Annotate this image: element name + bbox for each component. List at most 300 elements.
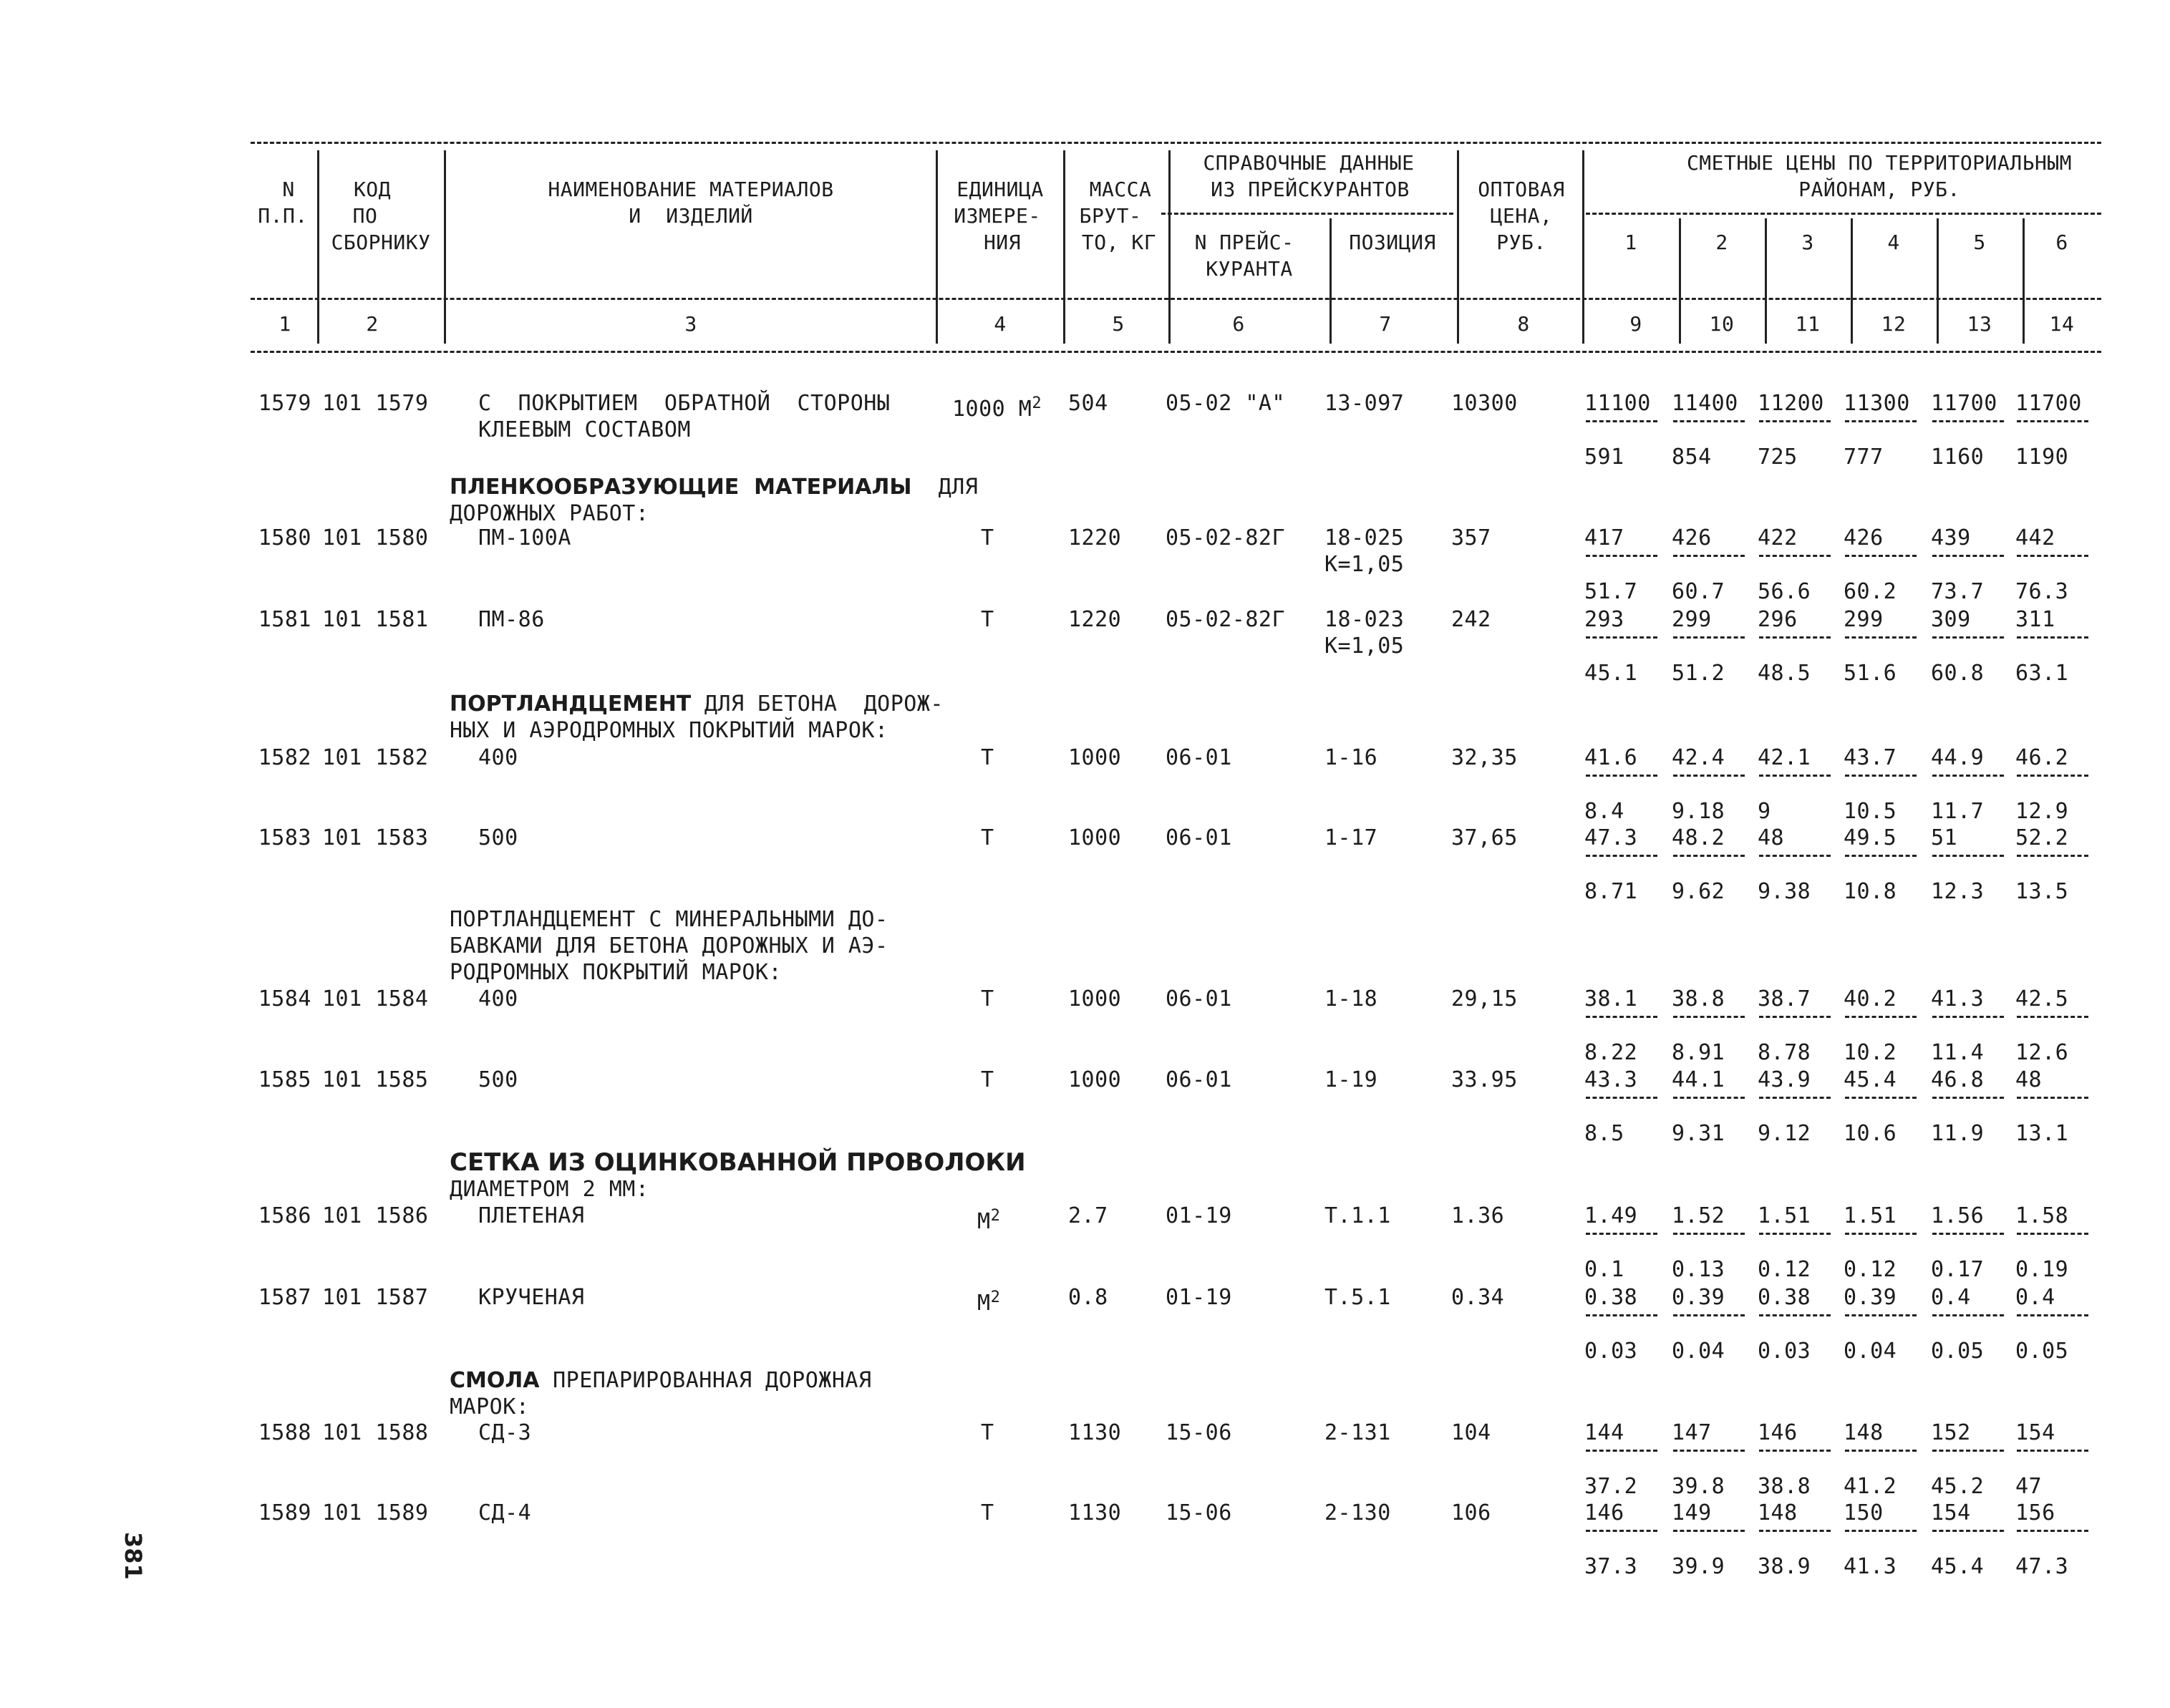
column-number: 13 xyxy=(1967,312,1992,336)
row-pricelist: 05-02 "А" xyxy=(1166,391,1286,416)
fraction-bar xyxy=(1759,855,1831,857)
row-code: 101 1584 xyxy=(322,986,429,1011)
region-labor-cost: 11.7 xyxy=(1931,799,1985,824)
header-col-mass: БРУТ- xyxy=(1079,204,1142,228)
region-labor-cost: 777 xyxy=(1844,445,1884,470)
fraction-bar xyxy=(1586,1016,1657,1018)
fraction-bar xyxy=(1586,1233,1657,1235)
row-name: 500 xyxy=(478,825,518,850)
region-labor-cost: 10.6 xyxy=(1844,1121,1897,1146)
region-labor-cost: 38.9 xyxy=(1758,1554,1811,1579)
row-name: СД-4 xyxy=(478,1500,532,1525)
row-unit: Т xyxy=(981,745,994,770)
region-price: 40.2 xyxy=(1844,986,1897,1011)
header-ref-group: СПРАВОЧНЫЕ ДАННЫЕ xyxy=(1203,151,1415,175)
section-heading-rest: ПРЕПАРИРОВАННАЯ ДОРОЖНАЯ xyxy=(539,1368,872,1393)
header-ref-group: ИЗ ПРЕЙСКУРАНТОВ xyxy=(1211,178,1410,201)
region-price: 1.51 xyxy=(1844,1203,1897,1228)
region-price: 156 xyxy=(2015,1500,2055,1525)
column-number: 6 xyxy=(1232,312,1245,336)
region-price: 1.51 xyxy=(1758,1203,1811,1228)
region-labor-cost: 41.2 xyxy=(1844,1474,1897,1499)
region-labor-cost: 10.8 xyxy=(1844,879,1897,904)
region-price: 0.39 xyxy=(1844,1285,1897,1310)
region-price: 1.56 xyxy=(1931,1203,1985,1228)
fraction-bar xyxy=(1932,420,2004,422)
row-position: 13-097 xyxy=(1324,391,1405,416)
section-road-resin xyxy=(450,1367,872,1394)
fraction-bar xyxy=(1673,420,1745,422)
row-code: 101 1581 xyxy=(322,607,429,632)
section-mineral-cement: ПОРТЛАНДЦЕМЕНТ С МИНЕРАЛЬНЫМИ ДО- xyxy=(450,907,888,932)
region-labor-cost: 73.7 xyxy=(1931,579,1985,604)
fraction-bar xyxy=(2017,855,2088,857)
row-wholesale-price: 29,15 xyxy=(1451,986,1518,1011)
fraction-bar xyxy=(1759,1233,1831,1235)
row-code: 101 1582 xyxy=(322,745,429,770)
row-position: 18-023 xyxy=(1324,607,1405,632)
region-price: 146 xyxy=(1584,1500,1624,1525)
fraction-bar xyxy=(1673,1314,1745,1316)
region-price: 426 xyxy=(1672,525,1712,550)
row-name: ПМ-100А xyxy=(478,525,571,550)
column-number: 12 xyxy=(1881,312,1907,336)
fraction-bar xyxy=(1759,555,1831,557)
region-price: 46.8 xyxy=(1931,1067,1985,1092)
header-region-5: 5 xyxy=(1973,231,1986,254)
section-film-forming-line2: ДОРОЖНЫХ РАБОТ: xyxy=(450,501,649,526)
row-mass: 1220 xyxy=(1068,607,1122,632)
row-position: 2-130 xyxy=(1324,1500,1391,1525)
row-pricelist: 06-01 xyxy=(1166,986,1232,1011)
fraction-bar xyxy=(2017,1233,2088,1235)
row-number: 1588 xyxy=(258,1420,311,1445)
region-price: 148 xyxy=(1844,1420,1884,1445)
region-labor-cost: 1190 xyxy=(2015,445,2069,470)
header-bottom-rule xyxy=(251,351,2101,353)
region-labor-cost: 39.8 xyxy=(1672,1474,1725,1499)
region-labor-cost: 0.13 xyxy=(1672,1257,1725,1282)
header-mid-rule xyxy=(251,298,2101,300)
region-price: 41.3 xyxy=(1931,986,1985,1011)
row-code: 101 1587 xyxy=(322,1285,429,1310)
header-col-name: И ИЗДЕЛИЙ xyxy=(629,204,753,228)
row-wholesale-price: 32,35 xyxy=(1451,745,1518,770)
fraction-bar xyxy=(2017,1314,2088,1316)
column-number: 4 xyxy=(994,312,1007,336)
region-price: 149 xyxy=(1672,1500,1712,1525)
header-col-mass: ТО, КГ xyxy=(1081,231,1157,254)
region-price: 51 xyxy=(1931,825,1958,850)
region-labor-cost: 60.2 xyxy=(1844,579,1897,604)
region-price: 11400 xyxy=(1672,391,1738,416)
region-price: 296 xyxy=(1758,607,1798,632)
fraction-bar xyxy=(1586,855,1657,857)
region-labor-cost: 37.2 xyxy=(1584,1474,1638,1499)
header-col-n: П.П. xyxy=(258,204,308,228)
section-portland-cement xyxy=(450,691,944,717)
region-labor-cost: 51.6 xyxy=(1844,661,1897,686)
region-labor-cost: 0.12 xyxy=(1844,1257,1897,1282)
column-number: 1 xyxy=(278,312,291,336)
row-code: 101 1589 xyxy=(322,1500,429,1525)
region-price: 49.5 xyxy=(1844,825,1897,850)
fraction-bar xyxy=(1845,1450,1917,1452)
row-unit: Т xyxy=(981,525,994,550)
region-labor-cost: 8.91 xyxy=(1672,1040,1725,1065)
fraction-bar xyxy=(1932,636,2004,639)
fraction-bar xyxy=(1673,775,1745,777)
fraction-bar xyxy=(1845,1097,1917,1099)
region-price: 422 xyxy=(1758,525,1798,550)
fraction-bar xyxy=(1673,1016,1745,1018)
row-number: 1584 xyxy=(258,986,311,1011)
region-price: 150 xyxy=(1844,1500,1884,1525)
region-labor-cost: 47 xyxy=(2015,1474,2043,1499)
region-labor-cost: 11.4 xyxy=(1931,1040,1985,1065)
header-col-code: КОД xyxy=(353,178,392,201)
section-heading-bold: СМОЛА xyxy=(450,1368,540,1393)
region-price: 44.1 xyxy=(1672,1067,1725,1092)
fraction-bar xyxy=(1932,1314,2004,1316)
region-labor-cost: 0.19 xyxy=(2015,1257,2069,1282)
row-wholesale-price: 106 xyxy=(1451,1500,1491,1525)
region-labor-cost: 60.7 xyxy=(1672,579,1725,604)
unit-superscript: 2 xyxy=(990,1289,1001,1306)
row-pricelist: 05-02-82Г xyxy=(1166,607,1286,632)
row-unit: $М^2$ xyxy=(977,1289,1001,1316)
region-labor-cost: 0.05 xyxy=(2015,1339,2069,1364)
row-position-coef: К=1,05 xyxy=(1324,634,1405,659)
row-wholesale-price: 1.36 xyxy=(1451,1203,1505,1228)
row-name: ПМ-86 xyxy=(478,607,545,632)
fraction-bar xyxy=(1673,1450,1745,1452)
fraction-bar xyxy=(1932,1450,2004,1452)
fraction-bar xyxy=(1932,1233,2004,1235)
region-price: 42.5 xyxy=(2015,986,2069,1011)
region-labor-cost: 11.9 xyxy=(1931,1121,1985,1146)
region-price: 38.7 xyxy=(1758,986,1811,1011)
region-price: 144 xyxy=(1584,1420,1624,1445)
region-labor-cost: 13.5 xyxy=(2015,879,2069,904)
fraction-bar xyxy=(1759,420,1831,422)
column-number: 11 xyxy=(1795,312,1821,336)
column-number: 10 xyxy=(1709,312,1735,336)
fraction-bar xyxy=(2017,1016,2088,1018)
row-wholesale-price: 33.95 xyxy=(1451,1067,1518,1092)
region-labor-cost: 9.38 xyxy=(1758,879,1811,904)
region-labor-cost: 39.9 xyxy=(1672,1554,1725,1579)
fraction-bar xyxy=(1586,1314,1657,1316)
fraction-bar xyxy=(1932,775,2004,777)
fraction-bar xyxy=(1586,1450,1657,1452)
fraction-bar xyxy=(2017,1097,2088,1099)
fraction-bar xyxy=(1845,855,1917,857)
row-position: 2-131 xyxy=(1324,1420,1391,1445)
fraction-bar xyxy=(2017,555,2088,557)
row-number: 1581 xyxy=(258,607,311,632)
section-heading-bold: ПОРТЛАНДЦЕМЕНТ xyxy=(450,692,692,717)
section-portland-cement-line2: НЫХ И АЭРОДРОМНЫХ ПОКРЫТИЙ МАРОК: xyxy=(450,718,888,743)
region-labor-cost: 12.9 xyxy=(2015,799,2069,824)
fraction-bar xyxy=(1586,555,1657,557)
header-col-unit: ИЗМЕРЕ- xyxy=(954,204,1041,228)
fraction-bar xyxy=(1673,1530,1745,1532)
region-labor-cost: 0.12 xyxy=(1758,1257,1811,1282)
section-heading-rest: ДЛЯ БЕТОНА ДОРОЖ- xyxy=(691,692,944,717)
region-labor-cost: 38.8 xyxy=(1758,1474,1811,1499)
region-labor-cost: 51.2 xyxy=(1672,661,1725,686)
row-number: 1586 xyxy=(258,1203,311,1228)
region-price: 0.39 xyxy=(1672,1285,1725,1310)
region-labor-cost: 60.8 xyxy=(1931,661,1985,686)
row-name: КРУЧЕНАЯ xyxy=(478,1285,585,1310)
fraction-bar xyxy=(1759,1314,1831,1316)
fraction-bar xyxy=(1845,1314,1917,1316)
row-wholesale-price: 242 xyxy=(1451,607,1491,632)
row-mass: 1000 xyxy=(1068,745,1122,770)
region-labor-cost: 0.03 xyxy=(1758,1339,1811,1364)
row-wholesale-price: 357 xyxy=(1451,525,1491,550)
header-col-unit: ЕДИНИЦА xyxy=(956,178,1044,201)
header-col-wholesale: ЦЕНА, xyxy=(1490,204,1553,228)
row-pricelist: 15-06 xyxy=(1166,1500,1232,1525)
region-price: 154 xyxy=(2015,1420,2055,1445)
region-price: 0.4 xyxy=(1931,1285,1971,1310)
region-price: 47.3 xyxy=(1584,825,1638,850)
region-price: 309 xyxy=(1931,607,1971,632)
region-labor-cost: 12.3 xyxy=(1931,879,1985,904)
region-price: 299 xyxy=(1672,607,1712,632)
row-pricelist: 01-19 xyxy=(1166,1285,1232,1310)
header-col-unit: НИЯ xyxy=(983,231,1022,254)
region-price: 439 xyxy=(1931,525,1971,550)
region-price: 41.6 xyxy=(1584,745,1638,770)
region-labor-cost: 0.04 xyxy=(1844,1339,1897,1364)
region-labor-cost: 8.22 xyxy=(1584,1040,1638,1065)
region-labor-cost: 45.4 xyxy=(1931,1554,1985,1579)
row-name: 500 xyxy=(478,1067,518,1092)
header-col-n: N xyxy=(282,178,295,201)
fraction-bar xyxy=(1932,1530,2004,1532)
region-labor-cost: 47.3 xyxy=(2015,1554,2069,1579)
fraction-bar xyxy=(1932,1016,2004,1018)
row-name: 400 xyxy=(478,745,518,770)
fraction-bar xyxy=(1759,1016,1831,1018)
row-position: 1-19 xyxy=(1324,1067,1378,1092)
region-price: 42.4 xyxy=(1672,745,1725,770)
region-price: 154 xyxy=(1931,1500,1971,1525)
fraction-bar xyxy=(1845,420,1917,422)
fraction-bar xyxy=(1932,1097,2004,1099)
fraction-bar xyxy=(1759,1450,1831,1452)
row-mass: 1130 xyxy=(1068,1420,1122,1445)
row-code: 101 1580 xyxy=(322,525,429,550)
region-labor-cost: 8.4 xyxy=(1584,799,1624,824)
unit-superscript: 2 xyxy=(1032,394,1042,412)
section-mineral-cement: БАВКАМИ ДЛЯ БЕТОНА ДОРОЖНЫХ И АЭ- xyxy=(450,933,888,959)
region-labor-cost: 1160 xyxy=(1931,445,1985,470)
row-number: 1589 xyxy=(258,1500,311,1525)
region-price: 43.9 xyxy=(1758,1067,1811,1092)
row-position: 18-025 xyxy=(1324,525,1405,550)
section-road-resin-line2: МАРОК: xyxy=(450,1394,530,1420)
fraction-bar xyxy=(2017,420,2088,422)
region-price: 152 xyxy=(1931,1420,1971,1445)
region-price: 43.7 xyxy=(1844,745,1897,770)
fraction-bar xyxy=(2017,1450,2088,1452)
row-mass: 1000 xyxy=(1068,825,1122,850)
region-price: 43.3 xyxy=(1584,1067,1638,1092)
header-regions-group: СМЕТНЫЕ ЦЕНЫ ПО ТЕРРИТОРИАЛЬНЫМ xyxy=(1686,151,2073,175)
fraction-bar xyxy=(1586,636,1657,639)
section-film-forming xyxy=(450,474,978,500)
row-wholesale-price: 10300 xyxy=(1451,391,1518,416)
region-price: 45.4 xyxy=(1844,1067,1897,1092)
row-number: 1583 xyxy=(258,825,311,850)
row-code: 101 1586 xyxy=(322,1203,429,1228)
header-col-position: ПОЗИЦИЯ xyxy=(1349,231,1436,254)
row-pricelist: 06-01 xyxy=(1166,745,1232,770)
row-mass: 0.8 xyxy=(1068,1285,1108,1310)
region-price: 42.1 xyxy=(1758,745,1811,770)
fraction-bar xyxy=(1759,636,1831,639)
region-price: 0.38 xyxy=(1584,1285,1638,1310)
row-pricelist: 01-19 xyxy=(1166,1203,1232,1228)
row-code: 101 1579 xyxy=(322,391,429,416)
fraction-bar xyxy=(1673,1097,1745,1099)
region-labor-cost: 37.3 xyxy=(1584,1554,1638,1579)
region-labor-cost: 0.03 xyxy=(1584,1339,1638,1364)
row-name: СД-3 xyxy=(478,1420,532,1445)
row-unit: Т xyxy=(981,825,994,850)
region-price: 11700 xyxy=(2015,391,2082,416)
header-region-3: 3 xyxy=(1801,231,1814,254)
region-price: 0.38 xyxy=(1758,1285,1811,1310)
region-price: 48 xyxy=(1758,825,1785,850)
column-number: 14 xyxy=(2049,312,2075,336)
fraction-bar xyxy=(1673,1233,1745,1235)
fraction-bar xyxy=(1759,775,1831,777)
region-labor-cost: 76.3 xyxy=(2015,579,2069,604)
header-col-pricelist: N ПРЕЙС- xyxy=(1194,231,1294,254)
fraction-bar xyxy=(1586,1530,1657,1532)
row-name: ПЛЕТЕНАЯ xyxy=(478,1203,585,1228)
row-unit: Т xyxy=(981,1420,994,1445)
row-mass: 2.7 xyxy=(1068,1203,1108,1228)
row-position: 1-17 xyxy=(1324,825,1378,850)
column-number: 8 xyxy=(1517,312,1530,336)
fraction-bar xyxy=(1759,1530,1831,1532)
row-number: 1580 xyxy=(258,525,311,550)
region-labor-cost: 63.1 xyxy=(2015,661,2069,686)
region-labor-cost: 10.2 xyxy=(1844,1040,1897,1065)
region-labor-cost: 725 xyxy=(1758,445,1798,470)
fraction-bar xyxy=(1932,555,2004,557)
section-galvanized-mesh: СЕТКА ИЗ ОЦИНКОВАННОЙ ПРОВОЛОКИ xyxy=(450,1148,1026,1177)
section-mineral-cement: РОДРОМНЫХ ПОКРЫТИЙ МАРОК: xyxy=(450,960,783,985)
region-labor-cost: 0.17 xyxy=(1931,1257,1985,1282)
page-number: 381 xyxy=(120,1532,147,1580)
fraction-bar xyxy=(2017,775,2088,777)
section-heading-rest: ДЛЯ xyxy=(911,475,979,500)
column-number: 9 xyxy=(1629,312,1642,336)
region-price: 293 xyxy=(1584,607,1624,632)
region-price: 44.9 xyxy=(1931,745,1985,770)
region-labor-cost: 8.71 xyxy=(1584,879,1638,904)
row-pricelist: 05-02-82Г xyxy=(1166,525,1286,550)
region-price: 426 xyxy=(1844,525,1884,550)
row-position: Т.5.1 xyxy=(1324,1285,1391,1310)
fraction-bar xyxy=(2017,1530,2088,1532)
row-pricelist: 15-06 xyxy=(1166,1420,1232,1445)
section-galvanized-mesh-line2: ДИАМЕТРОМ 2 ММ: xyxy=(450,1177,649,1202)
region-price: 299 xyxy=(1844,607,1884,632)
region-price: 1.58 xyxy=(2015,1203,2069,1228)
row-wholesale-price: 0.34 xyxy=(1451,1285,1505,1310)
fraction-bar xyxy=(1673,636,1745,639)
region-labor-cost: 9.62 xyxy=(1672,879,1725,904)
row-mass: 1130 xyxy=(1068,1500,1122,1525)
fraction-bar xyxy=(1586,420,1657,422)
region-labor-cost: 12.6 xyxy=(2015,1040,2069,1065)
row-mass: 1000 xyxy=(1068,986,1122,1011)
column-number: 5 xyxy=(1112,312,1125,336)
region-price: 38.1 xyxy=(1584,986,1638,1011)
row-number: 1585 xyxy=(258,1067,311,1092)
region-price: 11700 xyxy=(1931,391,1997,416)
fraction-bar xyxy=(1673,855,1745,857)
section-heading-bold: ПЛЕНКООБРАЗУЮЩИЕ МАТЕРИАЛЫ xyxy=(450,475,912,500)
region-labor-cost: 854 xyxy=(1672,445,1712,470)
fraction-bar xyxy=(1845,775,1917,777)
region-price: 442 xyxy=(2015,525,2055,550)
fraction-bar xyxy=(1845,636,1917,639)
row-number: 1579 xyxy=(258,391,311,416)
region-labor-cost: 51.7 xyxy=(1584,579,1638,604)
row-number: 1582 xyxy=(258,745,311,770)
column-number: 7 xyxy=(1379,312,1392,336)
region-labor-cost: 13.1 xyxy=(2015,1121,2069,1146)
region-price: 46.2 xyxy=(2015,745,2069,770)
fraction-bar xyxy=(2017,636,2088,639)
region-price: 146 xyxy=(1758,1420,1798,1445)
header-region-6: 6 xyxy=(2055,231,2068,254)
row-pricelist: 06-01 xyxy=(1166,1067,1232,1092)
region-price: 417 xyxy=(1584,525,1624,550)
region-price: 48 xyxy=(2015,1067,2043,1092)
fraction-bar xyxy=(1845,555,1917,557)
fraction-bar xyxy=(1586,775,1657,777)
row-mass: 1220 xyxy=(1068,525,1122,550)
row-wholesale-price: 104 xyxy=(1451,1420,1491,1445)
row-code: 101 1588 xyxy=(322,1420,429,1445)
region-labor-cost: 41.3 xyxy=(1844,1554,1897,1579)
fraction-bar xyxy=(1673,555,1745,557)
header-region-1: 1 xyxy=(1624,231,1637,254)
region-labor-cost: 8.78 xyxy=(1758,1040,1811,1065)
region-labor-cost: 9.12 xyxy=(1758,1121,1811,1146)
row-unit: $М^2$ xyxy=(977,1207,1001,1234)
header-region-4: 4 xyxy=(1887,231,1900,254)
region-labor-cost: 9.31 xyxy=(1672,1121,1725,1146)
region-price: 1.49 xyxy=(1584,1203,1638,1228)
fraction-bar xyxy=(1845,1530,1917,1532)
region-labor-cost: 56.6 xyxy=(1758,579,1811,604)
row-mass: 1000 xyxy=(1068,1067,1122,1092)
fraction-bar xyxy=(1845,1016,1917,1018)
row-position-coef: К=1,05 xyxy=(1324,552,1405,577)
